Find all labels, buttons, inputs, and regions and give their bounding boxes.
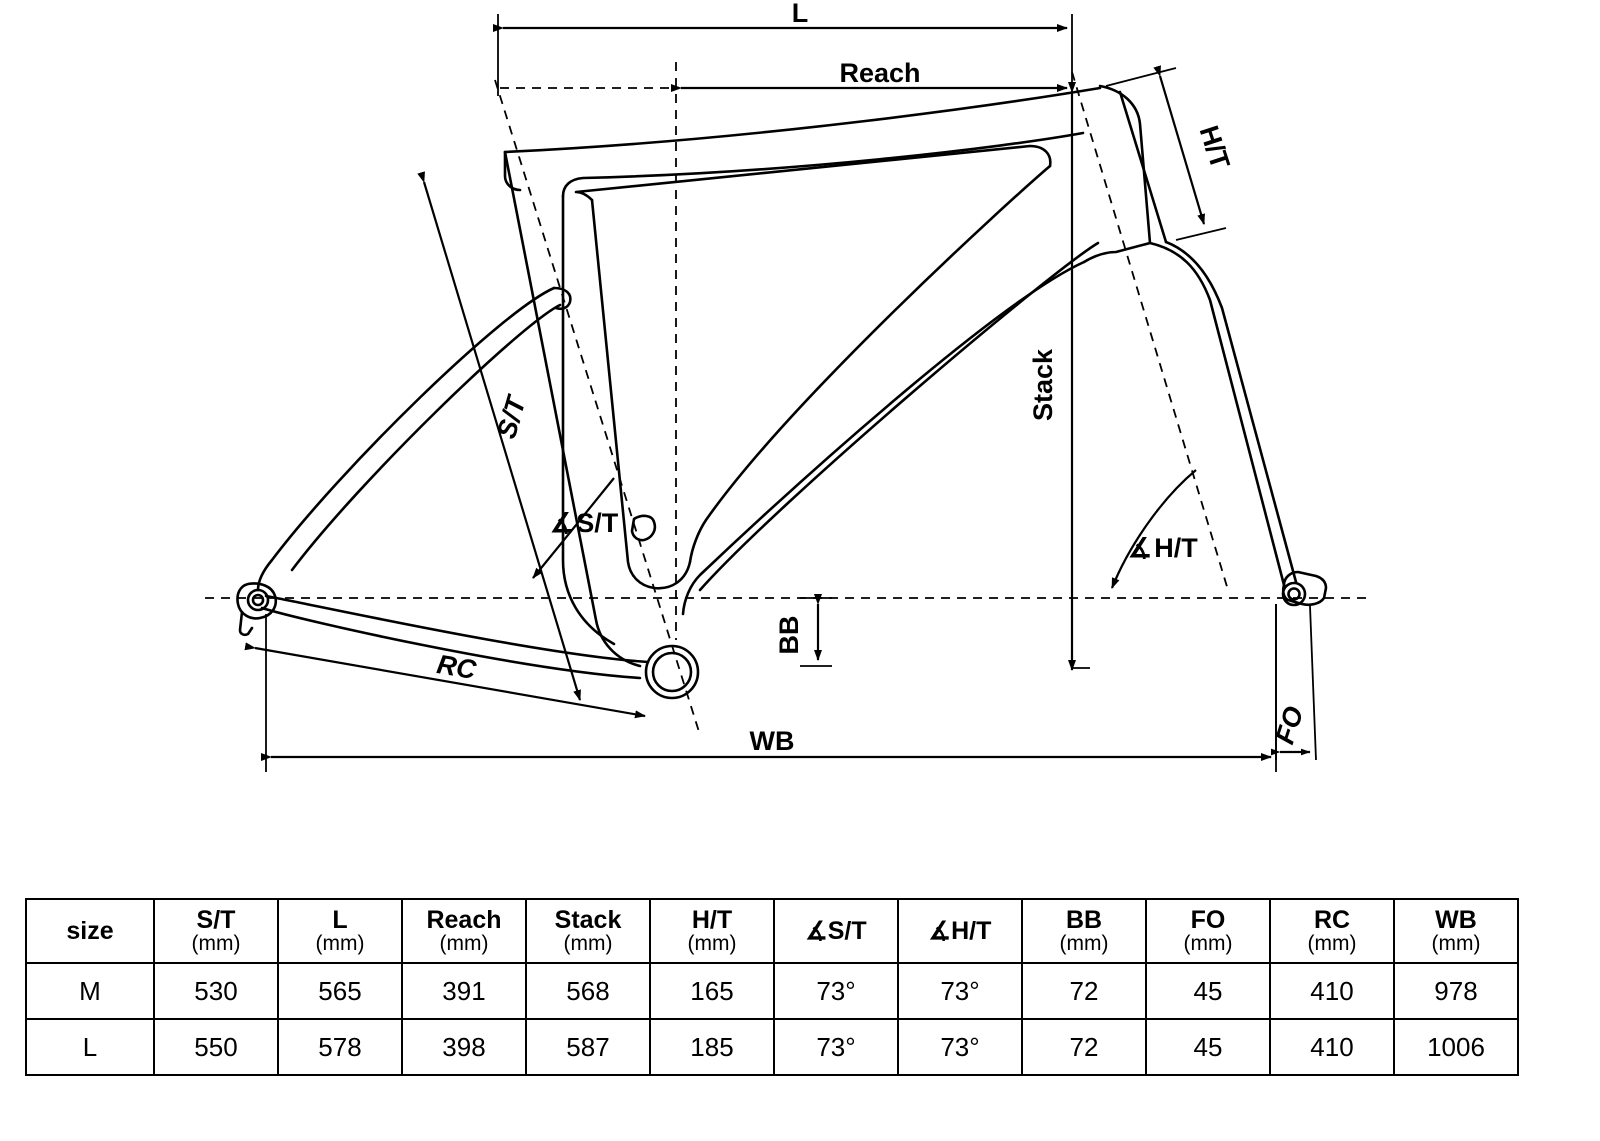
- cell-st-angle: 73°: [774, 1019, 898, 1075]
- cell-stack: 587: [526, 1019, 650, 1075]
- cell-reach: 398: [402, 1019, 526, 1075]
- cell-ht: 165: [650, 963, 774, 1019]
- label-stack: Stack: [1028, 348, 1058, 422]
- col-head-reach-label: Reach: [426, 905, 502, 934]
- col-head-bb: [1022, 899, 1146, 963]
- label-ht-length: H/T: [1193, 121, 1236, 173]
- col-head-fo: [1146, 899, 1270, 963]
- label-st-length: S/T: [491, 393, 532, 442]
- geometry-table-container: [25, 898, 1517, 1076]
- col-head-ht-angle: [898, 899, 1022, 963]
- cell-wb: 978: [1394, 963, 1518, 1019]
- label-reach: Reach: [839, 58, 921, 88]
- angle-glyph-st: ∡: [550, 508, 575, 538]
- col-head-fo-unit: (mm): [1183, 932, 1233, 956]
- col-head-l-label: L: [332, 905, 348, 934]
- col-head-stack-label: Stack: [554, 905, 622, 934]
- col-head-bb-unit: (mm): [1059, 932, 1109, 956]
- col-head-l-unit: (mm): [315, 932, 365, 956]
- table-header-row: [26, 899, 1518, 963]
- cell-ht: 185: [650, 1019, 774, 1075]
- dimension-ht-angle: [1112, 470, 1196, 588]
- cell-stack: 568: [526, 963, 650, 1019]
- dimension-bb: [800, 598, 832, 666]
- cell-l: 578: [278, 1019, 402, 1075]
- col-head-ht-unit: (mm): [687, 932, 737, 956]
- label-wb: WB: [749, 726, 795, 756]
- cell-fo: 45: [1146, 1019, 1270, 1075]
- dimension-stack: [1072, 92, 1090, 670]
- label-bb: BB: [774, 615, 804, 655]
- cell-size: L: [26, 1019, 154, 1075]
- col-head-stack-unit: (mm): [563, 932, 613, 956]
- frame-outline: [237, 86, 1326, 698]
- label-fo: FO: [1269, 702, 1310, 748]
- cell-st: 530: [154, 963, 278, 1019]
- cell-wb: 1006: [1394, 1019, 1518, 1075]
- col-head-wb-label: WB: [1435, 905, 1477, 934]
- col-head-rc-label: RC: [1313, 905, 1351, 934]
- cell-rc: 410: [1270, 1019, 1394, 1075]
- table-row: [26, 1019, 1518, 1075]
- col-head-fo-label: FO: [1190, 905, 1226, 934]
- cell-bb: 72: [1022, 1019, 1146, 1075]
- cell-l: 565: [278, 963, 402, 1019]
- table-row: [26, 963, 1518, 1019]
- col-head-wb-unit: (mm): [1431, 932, 1481, 956]
- col-head-stack: [526, 899, 650, 963]
- col-head-ht-angle-label: ∡H/T: [928, 916, 992, 945]
- cell-reach: 391: [402, 963, 526, 1019]
- col-head-l: [278, 899, 402, 963]
- col-head-st: [154, 899, 278, 963]
- cell-rc: 410: [1270, 963, 1394, 1019]
- col-head-st-angle: [774, 899, 898, 963]
- angle-glyph-ht: ∡: [1128, 533, 1153, 563]
- col-head-st-label: S/T: [196, 905, 236, 934]
- col-head-ht-label: H/T: [691, 905, 733, 934]
- cell-st-angle: 73°: [774, 963, 898, 1019]
- st-angle-text: S/T: [576, 508, 619, 538]
- col-head-st-unit: (mm): [191, 932, 241, 956]
- col-head-size-label: size: [66, 916, 114, 945]
- geometry-table: [25, 898, 1519, 1076]
- dimension-st-length: [424, 182, 580, 700]
- cell-size: M: [26, 963, 154, 1019]
- label-ht-angle: [1128, 533, 1198, 563]
- label-l: L: [791, 0, 809, 28]
- col-head-reach: [402, 899, 526, 963]
- col-head-rc-unit: (mm): [1307, 932, 1357, 956]
- col-head-rc: [1270, 899, 1394, 963]
- col-head-bb-label: BB: [1065, 905, 1103, 934]
- cell-bb: 72: [1022, 963, 1146, 1019]
- cell-st: 550: [154, 1019, 278, 1075]
- col-head-size: [26, 899, 154, 963]
- col-head-ht: [650, 899, 774, 963]
- col-head-st-angle-label: ∡S/T: [805, 916, 867, 945]
- cell-ht-angle: 73°: [898, 1019, 1022, 1075]
- col-head-wb: [1394, 899, 1518, 963]
- dimension-l: [498, 14, 1072, 96]
- label-rc: RC: [434, 649, 479, 686]
- label-st-angle: [550, 508, 619, 538]
- cell-fo: 45: [1146, 963, 1270, 1019]
- ht-angle-text: H/T: [1154, 533, 1198, 563]
- cell-ht-angle: 73°: [898, 963, 1022, 1019]
- col-head-reach-unit: (mm): [439, 932, 489, 956]
